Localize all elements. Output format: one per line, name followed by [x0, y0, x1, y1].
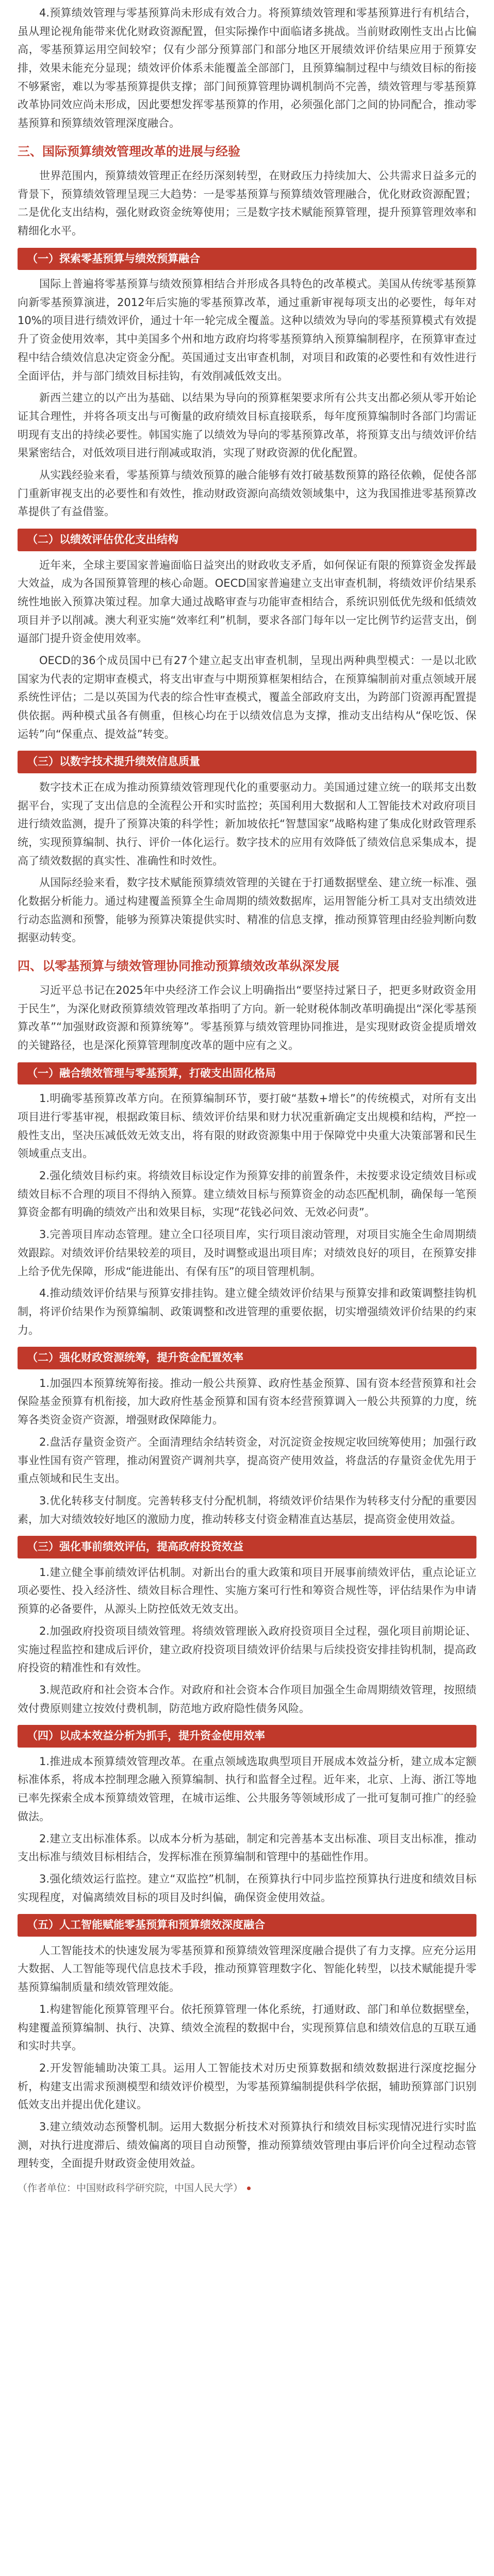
- section4-paragraph: 习近平总书记在2025年中央经济工作会议上明确指出“要坚持过紧日子，把更多财政资金用于民生”，为深化财政预算绩效管理改革指明了方向。新一轮财税体制改革明确提出“深化零基预算改革”“加强财政资源和预算统筹”。零基预算与绩效管理协同推进，是实现财政资金提质增效的关键路径，也是深化预算管理制度改革的题中应有之义。: [18, 984, 476, 1052]
- intro-paragraph: 4.预算绩效管理与零基预算尚未形成有效合力。将预算绩效管理和零基预算进行有机结合，虽从理论视角能带来优化财政资源配置，但实际操作中面临诸多挑战。当前财政刚性支出占比偏高，零基预算运用空间较窄；仅有少部分预算部门和部分地区开展绩效评价结果应用于预算安排，效果未能充分显现；绩效评价体系未能覆盖全部部门，且预算编制过程中与绩效目标的衔接不够紧密，难以为零基预算提供支撑；部门间预算管理协调机制尚不完善，绩效管理与零基预算改革协同效应尚未形成，因此要想发挥零基预算的作用，必须强化部门之间的协同配合，推动零基预算和预算绩效管理深度融合。: [18, 7, 476, 130]
- section4-subheading-2: （二）强化财政资源统筹，提升资金配置效率: [18, 1347, 476, 1369]
- section4-heading: 四、以零基预算与绩效管理协同推动预算绩效改革纵深发展: [18, 959, 339, 974]
- section4-subheading-4: （四）以成本效益分析为抓手，提升资金使用效率: [18, 1725, 476, 1748]
- section3-subheading-2: （二）以绩效评估优化支出结构: [18, 529, 476, 551]
- section4-sub4-paragraph: 1.推进成本预算绩效管理改革。在重点领域选取典型项目开展成本效益分析，建立成本定额标准体系，将成本控制理念融入预算编制、执行和监督全过程。近年来，北京、上海、浙江等地已率先探索全成本预算绩效管理，在城市运维、公共服务等领域形成了一批可复制可推广的经验做法。: [18, 1755, 476, 1823]
- section3-sub1-paragraph: 国际上普遍将零基预算与绩效预算相结合并形成各具特色的改革模式。美国从传统零基预算向新零基预算演进，2012年后实施的零基预算改革，通过重新审视每项支出的必要性，每年对10%的项目进行绩效评价，通过十年一轮完成全覆盖。这种以绩效为导向的零基预算模式有效提升了资金使用效率，其中美国多个州和地方政府均将零基预算纳入预算编制程序，在预算审查过程中结合绩效信息决定资金分配。英国通过支出审查机制，对项目和政策的必要性和有效性进行全面评估，并与部门绩效目标挂钩，有效削减低效支出。: [18, 278, 476, 382]
- section4-subheading-1: （一）融合绩效管理与零基预算，打破支出固化格局: [18, 1062, 476, 1085]
- section4-sub4-paragraph: 2.建立支出标准体系。以成本分析为基础，制定和完善基本支出标准、项目支出标准，推动支出标准与绩效目标相结合，发挥标准在预算编制和管理中的基础性作用。: [18, 1832, 476, 1863]
- section4-sub2-paragraph: 2.盘活存量资金资产。全面清理结余结转资金，对沉淀资金按规定收回统筹使用；加强行政事业性国有资产管理，推动闲置资产调剂共享，提高资产使用效益，将盘活的存量资金优先用于重点领域和民生支出。: [18, 1435, 476, 1485]
- section4-sub1-paragraph: 1.明确零基预算改革方向。在预算编制环节，要打破“基数+增长”的传统模式，对所有支出项目进行零基审视，根据政策目标、绩效评价结果和财力状况重新确定支出规模和结构，严控一般性支出，坚决压减低效无效支出，将有限的财政资源集中用于保障党中央重大决策部署和民生领域重点支出。: [18, 1092, 476, 1160]
- section4-sub2-paragraph: 3.优化转移支付制度。完善转移支付分配机制，将绩效评价结果作为转移支付分配的重要因素，加大对绩效较好地区的激励力度，推动转移支付资金精准直达基层，提高资金使用效益。: [18, 1494, 476, 1526]
- section3-subheading-3: （三）以数字技术提升绩效信息质量: [18, 751, 476, 773]
- section4-sub5-paragraph: 人工智能技术的快速发展为零基预算和预算绩效管理深度融合提供了有力支撑。应充分运用大数据、人工智能等现代信息技术手段，推动预算管理数字化、智能化转型，以技术赋能提升零基预算编制质量和绩效管理效能。: [18, 1944, 476, 1994]
- author-affiliation: （作者单位：中国财政科学研究院，中国人民大学）: [18, 2182, 243, 2194]
- section3-sub1-paragraph: 从实践经验来看，零基预算与绩效预算的融合能够有效打破基数预算的路径依赖，促使各部门重新审视支出的必要性和有效性，推动财政资源向高绩效领域集中，这为我国推进零基预算改革提供了有益借鉴。: [18, 468, 476, 518]
- section4-sub5-paragraph: 3.建立绩效动态预警机制。运用大数据分析技术对预算执行和绩效目标实现情况进行实时监测，对执行进度滞后、绩效偏离的项目自动预警，推动预算绩效管理由事后评价向全过程动态管理转变，全面提升财政资金使用效益。: [18, 2120, 476, 2170]
- section3-subheading-1: （一）探索零基预算与绩效预算融合: [18, 248, 476, 270]
- author-byline: [18, 2180, 476, 2196]
- section3-sub3-paragraph: 数字技术正在成为推动预算绩效管理现代化的重要驱动力。美国通过建立统一的联邦支出数据平台，实现了支出信息的全流程公开和实时监控；英国利用大数据和人工智能技术对政府项目进行绩效监测，提升了预算决策的科学性；新加坡依托“智慧国家”战略构建了集成化财政管理系统，实现预算编制、执行、评价一体化运行。数字技术的应用有效降低了绩效信息采集成本，提高了绩效数据的真实性、准确性和时效性。: [18, 781, 476, 867]
- section4-sub3-paragraph: 2.加强政府投资项目绩效管理。将绩效管理嵌入政府投资项目全过程，强化项目前期论证、实施过程监控和建成后评价，建立政府投资项目绩效评价结果与后续投资安排挂钩机制，提高政府投资的精准性和有效性。: [18, 1624, 476, 1674]
- section3-sub1-paragraph: 新西兰建立的以产出为基础、以结果为导向的预算框架要求所有公共支出都必须从零开始论证其合理性，并将各项支出与可衡量的政府绩效目标直接联系，每年度预算编制时各部门均需证明现有支出的持续必要性。韩国实施了以绩效为导向的零基预算改革，将预算支出与绩效评价结果紧密结合，对低效项目进行削减或取消，实现了财政资源的优化配置。: [18, 392, 476, 460]
- section3-sub2-paragraph: 近年来，全球主要国家普遍面临日益突出的财政收支矛盾，如何保证有限的预算资金发挥最大效益，成为各国预算管理的核心命题。OECD国家普遍建立支出审查机制，将绩效评价结果系统性地嵌入预算决策过程。加拿大通过战略审查与功能审查相结合，系统识别低优先级和低绩效项目并予以削减。澳大利亚实施“效率红利”机制，要求各部门每年以一定比例节约运营支出，倒逼部门提升资金使用效率。: [18, 558, 476, 645]
- section3-sub2-paragraph: OECD的36个成员国中已有27个建立起支出审查机制，呈现出两种典型模式：一是以北欧国家为代表的定期审查模式，将支出审查与中期预算框架相结合，在预算编制前对重点领域开展系统性评估；二是以英国为代表的综合性审查模式，覆盖全部政府支出，为跨部门资源再配置提供依据。两种模式虽各有侧重，但核心均在于以绩效信息为支撑，推动支出结构从“保吃饭、保运转”向“保重点、提效益”转变。: [18, 654, 476, 740]
- section4-sub3-paragraph: 3.规范政府和社会资本合作。对政府和社会资本合作项目加强全生命周期绩效管理，按照绩效付费原则建立按效付费机制，防范地方政府隐性债务风险。: [18, 1683, 476, 1715]
- section4-sub5-paragraph: 2.开发智能辅助决策工具。运用人工智能技术对历史预算数据和绩效数据进行深度挖掘分析，构建支出需求预测模型和绩效评价模型，为零基预算编制提供科学依据，辅助预算部门识别低效支出并提出优化建议。: [18, 2061, 476, 2111]
- section3-heading: 三、国际预算绩效管理改革的进展与经验: [18, 144, 240, 159]
- section4-sub1-paragraph: 2.强化绩效目标约束。将绩效目标设定作为预算安排的前置条件，未按要求设定绩效目标或绩效目标不合理的项目不得纳入预算。建立绩效目标与预算资金的动态匹配机制，确保每一笔预算资金都有明确的绩效产出和效果目标，实现“花钱必问效、无效必问责”。: [18, 1170, 476, 1219]
- section4-subheading-5: （五）人工智能赋能零基预算和预算绩效深度融合: [18, 1914, 476, 1937]
- section4-subheading-3: （三）强化事前绩效评估，提高政府投资效益: [18, 1536, 476, 1558]
- section4-sub4-paragraph: 3.强化绩效运行监控。建立“双监控”机制，在预算执行中同步监控预算执行进度和绩效目标实现程度，对偏离绩效目标的项目及时纠偏，确保资金使用效益。: [18, 1872, 476, 1904]
- section4-sub1-paragraph: 4.推动绩效评价结果与预算安排挂钩。建立健全绩效评价结果与预算安排和政策调整挂钩机制，将评价结果作为预算编制、政策调整和改进管理的重要依据，切实增强绩效评价结果的约束力。: [18, 1287, 476, 1336]
- section3-paragraph: 世界范围内，预算绩效管理正在经历深刻转型，在财政压力持续加大、公共需求日益多元的背景下，预算绩效管理呈现三大趋势：一是零基预算与预算绩效管理融合，优化财政资源配置；二是优化支出结构，强化财政资金统筹使用；三是数字技术赋能预算管理，提升预算管理效率和精细化水平。: [18, 169, 476, 237]
- end-mark-icon: [247, 2187, 251, 2190]
- section4-sub2-paragraph: 1.加强四本预算统筹衔接。推动一般公共预算、政府性基金预算、国有资本经营预算和社会保险基金预算有机衔接，加大政府性基金预算和国有资本经营预算调入一般公共预算的力度，统筹各类资金资产资源，增强财政保障能力。: [18, 1377, 476, 1427]
- section3-sub3-paragraph: 从国际经验来看，数字技术赋能预算绩效管理的关键在于打通数据壁垒、建立统一标准、强化数据分析能力。通过构建覆盖预算全生命周期的绩效数据库，运用智能分析工具对支出绩效进行动态监测和预警，能够为预算决策提供实时、精准的信息支撑，推动预算管理由经验判断向数据驱动转变。: [18, 876, 476, 944]
- section4-sub5-paragraph: 1.构建智能化预算管理平台。依托预算管理一体化系统，打通财政、部门和单位数据壁垒，构建覆盖预算编制、执行、决算、绩效全流程的数据中台，实现预算信息和绩效信息的互联互通和实时共享。: [18, 2003, 476, 2053]
- section4-sub1-paragraph: 3.完善项目库动态管理。建立全口径项目库，实行项目滚动管理，对项目实施全生命周期绩效跟踪。对绩效评价结果较差的项目，及时调整或退出项目库；对绩效良好的项目，在预算安排上给予优先保障，形成“能进能出、有保有压”的项目管理机制。: [18, 1228, 476, 1278]
- section4-sub3-paragraph: 1.建立健全事前绩效评估机制。对新出台的重大政策和项目开展事前绩效评估，重点论证立项必要性、投入经济性、绩效目标合理性、实施方案可行性和筹资合规性等，评估结果作为申请预算的必备要件，从源头上防控低效无效支出。: [18, 1566, 476, 1616]
